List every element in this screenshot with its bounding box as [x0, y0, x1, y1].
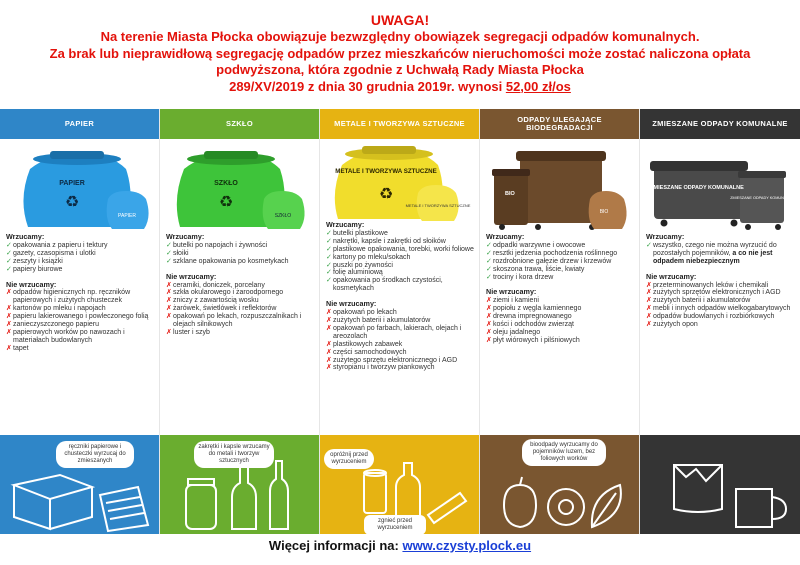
paper-tip-bubble: ręczniki papierowe i chusteczki wyrzucaj do zmieszanych: [56, 441, 134, 468]
list-item: ✓ butelki plastikowe: [326, 230, 476, 238]
list-item: ✓ rozdrobnione gałęzie drzew i krzewów: [486, 258, 636, 266]
list-item: ✗ opakowań po lekach: [326, 309, 476, 317]
list-item: ✗ luster i szyb: [166, 329, 316, 337]
mixed-bin-small-label: ZMIESZANE ODPADY KOMUNALNE: [730, 196, 794, 200]
mixed-bin-illustration: [640, 139, 800, 231]
metal-bag-label: METALE I TWORZYWA SZTUCZNE: [405, 203, 471, 208]
paper-out-title: Nie wrzucamy:: [6, 279, 57, 289]
glass-out-title: Nie wrzucamy:: [166, 271, 217, 281]
bio-tip-bubble: bioodpady wyrzucamy do pojemników luzem, bez foliowych worków: [522, 439, 606, 466]
list-item: ✓ słoiki: [166, 250, 316, 258]
column-metal-plastic-title: METALE I TWORZYWA SZTUCZNE: [320, 109, 479, 139]
list-item: ✓ papiery biurowe: [6, 266, 156, 274]
header-line-4: [0, 79, 800, 96]
glass-in-list: [166, 242, 316, 266]
paper-out-list: [6, 289, 156, 352]
recycle-icon: ♻: [218, 192, 234, 211]
list-item: ✓ szklane opakowania po kosmetykach: [166, 258, 316, 266]
list-item: ✗ ziemi i kamieni: [486, 297, 636, 305]
mixed-in-title: Wrzucamy:: [646, 232, 685, 241]
list-item: ✓ odpadki warzywne i owocowe: [486, 242, 636, 250]
list-item: ✗ odpadów higienicznych np. ręczników papierowych i zużytych chusteczek: [6, 289, 156, 305]
list-item: ✓ opakowania po środkach czystości, kosmetykach: [326, 277, 476, 293]
column-mixed: [640, 109, 800, 534]
paper-bag-label: PAPIER: [118, 213, 136, 219]
paper-illustration: [0, 435, 160, 534]
list-item: ✗ przeterminowanych leków i chemikali: [646, 282, 796, 290]
header-line-3: podwyższona, która zgodnie z Uchwałą Rady Miasta Płocka: [216, 62, 584, 77]
mixed-bin-label: ZMIESZANE ODPADY KOMUNALNE: [650, 185, 744, 191]
column-mixed-title: ZMIESZANE ODPADY KOMUNALNE: [640, 109, 800, 139]
footer-prefix: Więcej informacji na:: [268, 538, 403, 553]
metal-in-title: Wrzucamy:: [326, 220, 365, 229]
paper-bin-label: PAPIER: [59, 180, 85, 187]
list-item: ✗ opakowań po lekach, rozpuszczalnikach i olejach silnikowych: [166, 313, 316, 329]
list-item: ✗ zanieczyszczonego papieru: [6, 321, 156, 329]
list-item: ✗ części samochodowych: [326, 349, 476, 357]
list-item: ✗ odpadów budowlanych i rozbiórkowych: [646, 313, 796, 321]
metal-plastic-lists: [326, 221, 476, 379]
column-metal-plastic: [320, 109, 480, 534]
metal-tip-bubble-top: opróżnij przed wyrzuceniem: [324, 449, 374, 469]
list-item: ✗ oleju jadalnego: [486, 329, 636, 337]
mixed-in-text: wszystko, czego nie można wyrzucić do pozostałych pojemników,: [653, 241, 777, 257]
list-item: ✗ kartonów po mleku i napojach: [6, 305, 156, 313]
bio-bin-label: BIO: [505, 191, 515, 197]
metal-in-list: [326, 230, 476, 293]
list-item: ✗ tapet: [6, 345, 156, 353]
recycle-icon: ♻: [378, 184, 394, 203]
list-item: ✗ kości i odchodów zwierząt: [486, 321, 636, 329]
paper-bin-illustration: [0, 139, 159, 231]
bio-in-title: Wrzucamy:: [486, 232, 525, 241]
bio-bag-label: BIO: [599, 209, 609, 215]
list-item: ✓ opakowania z papieru i tektury: [6, 242, 156, 250]
list-item: ✓ puszki po żywności: [326, 262, 476, 270]
list-item: ✗ papieru lakierowanego i powleczonego folią: [6, 313, 156, 321]
glass-illustration: [160, 435, 320, 534]
list-item: ✗ opakowań po farbach, lakierach, olejach i areozolach: [326, 325, 476, 341]
mixed-lists: [646, 233, 796, 336]
list-item: ✗ papierowych worków po nawozach i materiałach budowlanych: [6, 329, 156, 345]
column-glass: [160, 109, 320, 534]
bio-out-title: Nie wrzucamy:: [486, 287, 537, 297]
warning-title: UWAGA!: [370, 12, 430, 28]
list-item: ✓ resztki jedzenia pochodzenia roślinnego: [486, 250, 636, 258]
list-item: ✗ drewna impregnowanego: [486, 313, 636, 321]
list-item: ✗ szkła okularowego i żaroodpornego: [166, 289, 316, 297]
metal-bin-label: METALE I TWORZYWA SZTUCZNE: [335, 168, 437, 175]
header-line-4-prefix: 289/XV/2019 z dnia 30 grudnia 2019r. wynosi: [229, 78, 506, 94]
list-item: ✗ plastikowych zabawek: [326, 341, 476, 349]
list-item: ✓ plastikowe opakowania, torebki, worki foliowe: [326, 246, 476, 254]
list-item: ✗ zużytych opon: [646, 321, 796, 329]
header-line-2: Za brak lub nieprawidłową segregację odpadów przez mieszkańców nieruchomości może zostać naliczona opłata: [49, 45, 751, 61]
list-item: ✓ trociny i kora drzew: [486, 274, 636, 282]
glass-out-list: [166, 282, 316, 337]
glass-lists: [166, 233, 316, 344]
list-item: ✗ popiołu z węgla kamiennego: [486, 305, 636, 313]
list-item: ✗ żarówek, świetlówek i reflektorów: [166, 305, 316, 313]
list-item: ✓ gazety, czasopisma i ulotki: [6, 250, 156, 258]
header: [0, 12, 800, 95]
metal-plastic-illustration: [320, 435, 480, 534]
list-item: ✗ ceramiki, doniczek, porcelany: [166, 282, 316, 290]
recycle-icon: ♻: [64, 192, 80, 211]
list-item: ✓ kartony po mleku/sokach: [326, 254, 476, 262]
list-item: ✓ folię aluminiową: [326, 269, 476, 277]
list-item: ✓ butelki po napojach i żywności: [166, 242, 316, 250]
list-item: ✗ płyt wiórowych i pilśniowych: [486, 337, 636, 345]
column-glass-title: SZKŁO: [160, 109, 319, 139]
list-item: ✗ zniczy z zawartością wosku: [166, 297, 316, 305]
list-item: ✗ zużytych baterii i akumulatorów: [326, 317, 476, 325]
list-item: ✗ zużytych baterii i akumulatorów: [646, 297, 796, 305]
glass-bin-illustration: [160, 139, 319, 231]
header-line-1: Na terenie Miasta Płocka obowiązuje bezwzględny obowiązek segregacji odpadów komunalnych.: [100, 29, 700, 44]
list-item: ✗ zużytego sprzętu elektronicznego i AGD: [326, 357, 476, 365]
waste-columns: [0, 109, 800, 534]
bio-bin-illustration: [480, 139, 639, 231]
footer: [0, 538, 800, 553]
mixed-in-list: [646, 242, 796, 266]
mixed-out-list: [646, 282, 796, 329]
list-item: ✓ skoszona trawa, liście, kwiaty: [486, 266, 636, 274]
column-bio-title: ODPADY ULEGAJĄCE BIODEGRADACJI: [480, 109, 639, 139]
paper-in-title: Wrzucamy:: [6, 232, 45, 241]
glass-in-title: Wrzucamy:: [166, 232, 205, 241]
list-item: ✗ mebli i innych odpadów wielkogabarytowych: [646, 305, 796, 313]
bio-lists: [486, 233, 636, 352]
metal-tip-bubble: zgnieć przed wyrzuceniem: [364, 515, 426, 534]
glass-bin-label: SZKŁO: [214, 180, 238, 187]
list-item: ✗ zużytych sprzętów elektronicznych i AGD: [646, 289, 796, 297]
glass-bag-label: SZKŁO: [274, 213, 292, 219]
metal-plastic-bin-illustration: [320, 139, 479, 231]
paper-in-list: [6, 242, 156, 274]
mixed-in-bold: a co nie jest odpadem niebezpiecznym: [653, 249, 773, 265]
list-item: [646, 242, 796, 266]
bio-illustration: [480, 435, 640, 534]
list-item: ✓ zeszyty i książki: [6, 258, 156, 266]
list-item: ✓ nakrętki, kapsle i zakrętki od słoików: [326, 238, 476, 246]
list-item: ✗ styropianu i tworzyw piankowych: [326, 364, 476, 372]
bio-out-list: [486, 297, 636, 344]
metal-out-title: Nie wrzucamy:: [326, 299, 377, 309]
glass-tip-bubble: zakrętki i kapsle wrzucamy do metali i tworzyw sztucznych: [194, 441, 274, 468]
bio-in-list: [486, 242, 636, 282]
column-paper-title: PAPIER: [0, 109, 159, 139]
fee-amount: 52,00 zł/os: [505, 78, 571, 94]
website-link[interactable]: www.czysty.plock.eu: [402, 538, 532, 553]
mixed-out-title: Nie wrzucamy:: [646, 271, 697, 281]
paper-lists: [6, 233, 156, 360]
column-paper: [0, 109, 160, 534]
metal-out-list: [326, 309, 476, 372]
column-bio: [480, 109, 640, 534]
mixed-illustration: [640, 435, 800, 534]
